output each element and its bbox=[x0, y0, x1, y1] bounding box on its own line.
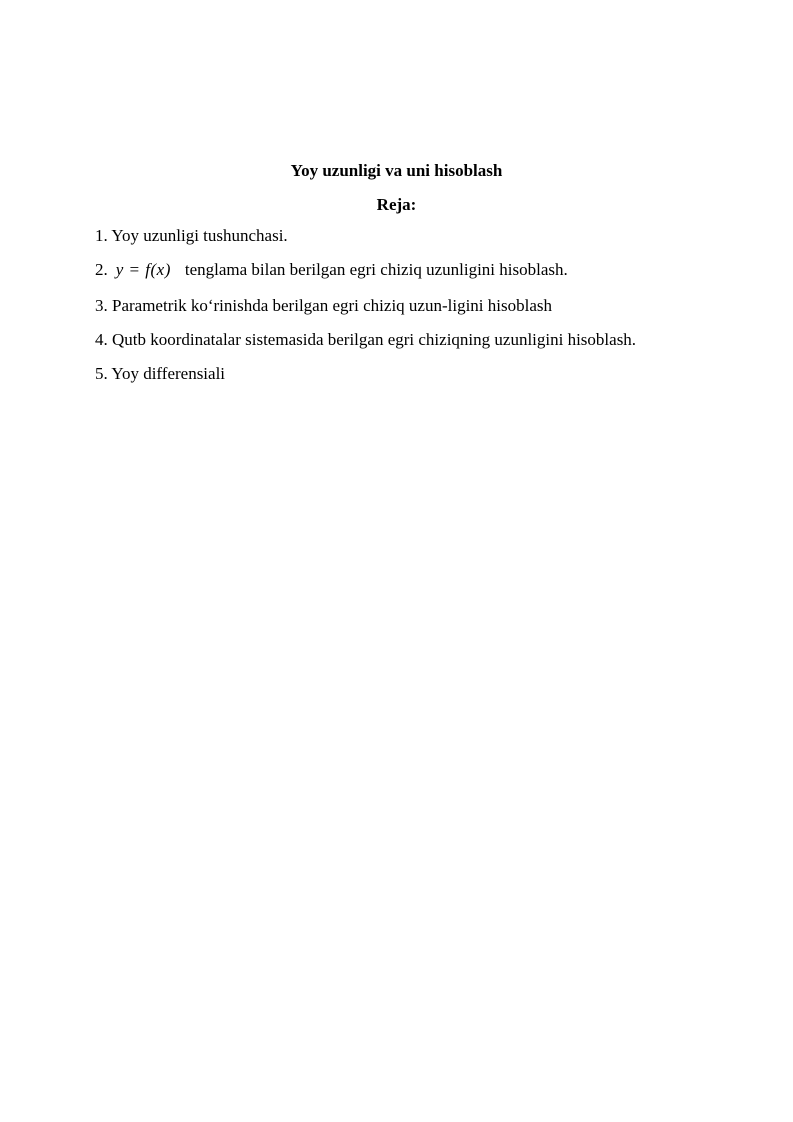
formula-y-equals-f-of-x: y = f(x) bbox=[115, 260, 171, 279]
plan-item-number: 5. bbox=[95, 364, 108, 383]
plan-heading: Reja: bbox=[376, 195, 417, 214]
plan-item-text: Yoy differensiali bbox=[111, 364, 226, 383]
plan-item-2 bbox=[95, 260, 568, 280]
plan-item-text: tenglama bilan berilgan egri chiziq uzunligini hisoblash. bbox=[184, 260, 568, 279]
plan-item-number: 1. bbox=[95, 226, 108, 245]
plan-item-number: 4. bbox=[95, 330, 108, 349]
plan-item-text: Qutb koordinatalar sistemasida berilgan egri chiziqning uzunligini hisoblash. bbox=[112, 330, 637, 349]
document-title: Yoy uzunligi va uni hisoblash bbox=[290, 161, 503, 180]
plan-item-4 bbox=[95, 330, 636, 350]
plan-item-text: Parametrik ko‘rinishda berilgan egri chiziq uzun-ligini hisoblash bbox=[112, 296, 552, 315]
plan-item-number: 3. bbox=[95, 296, 108, 315]
plan-item-3 bbox=[95, 296, 552, 316]
plan-item-text: Yoy uzunligi tushunchasi. bbox=[111, 226, 288, 245]
plan-item-5 bbox=[95, 364, 225, 384]
plan-item-1 bbox=[95, 226, 288, 246]
plan-item-number: 2. bbox=[95, 260, 108, 279]
